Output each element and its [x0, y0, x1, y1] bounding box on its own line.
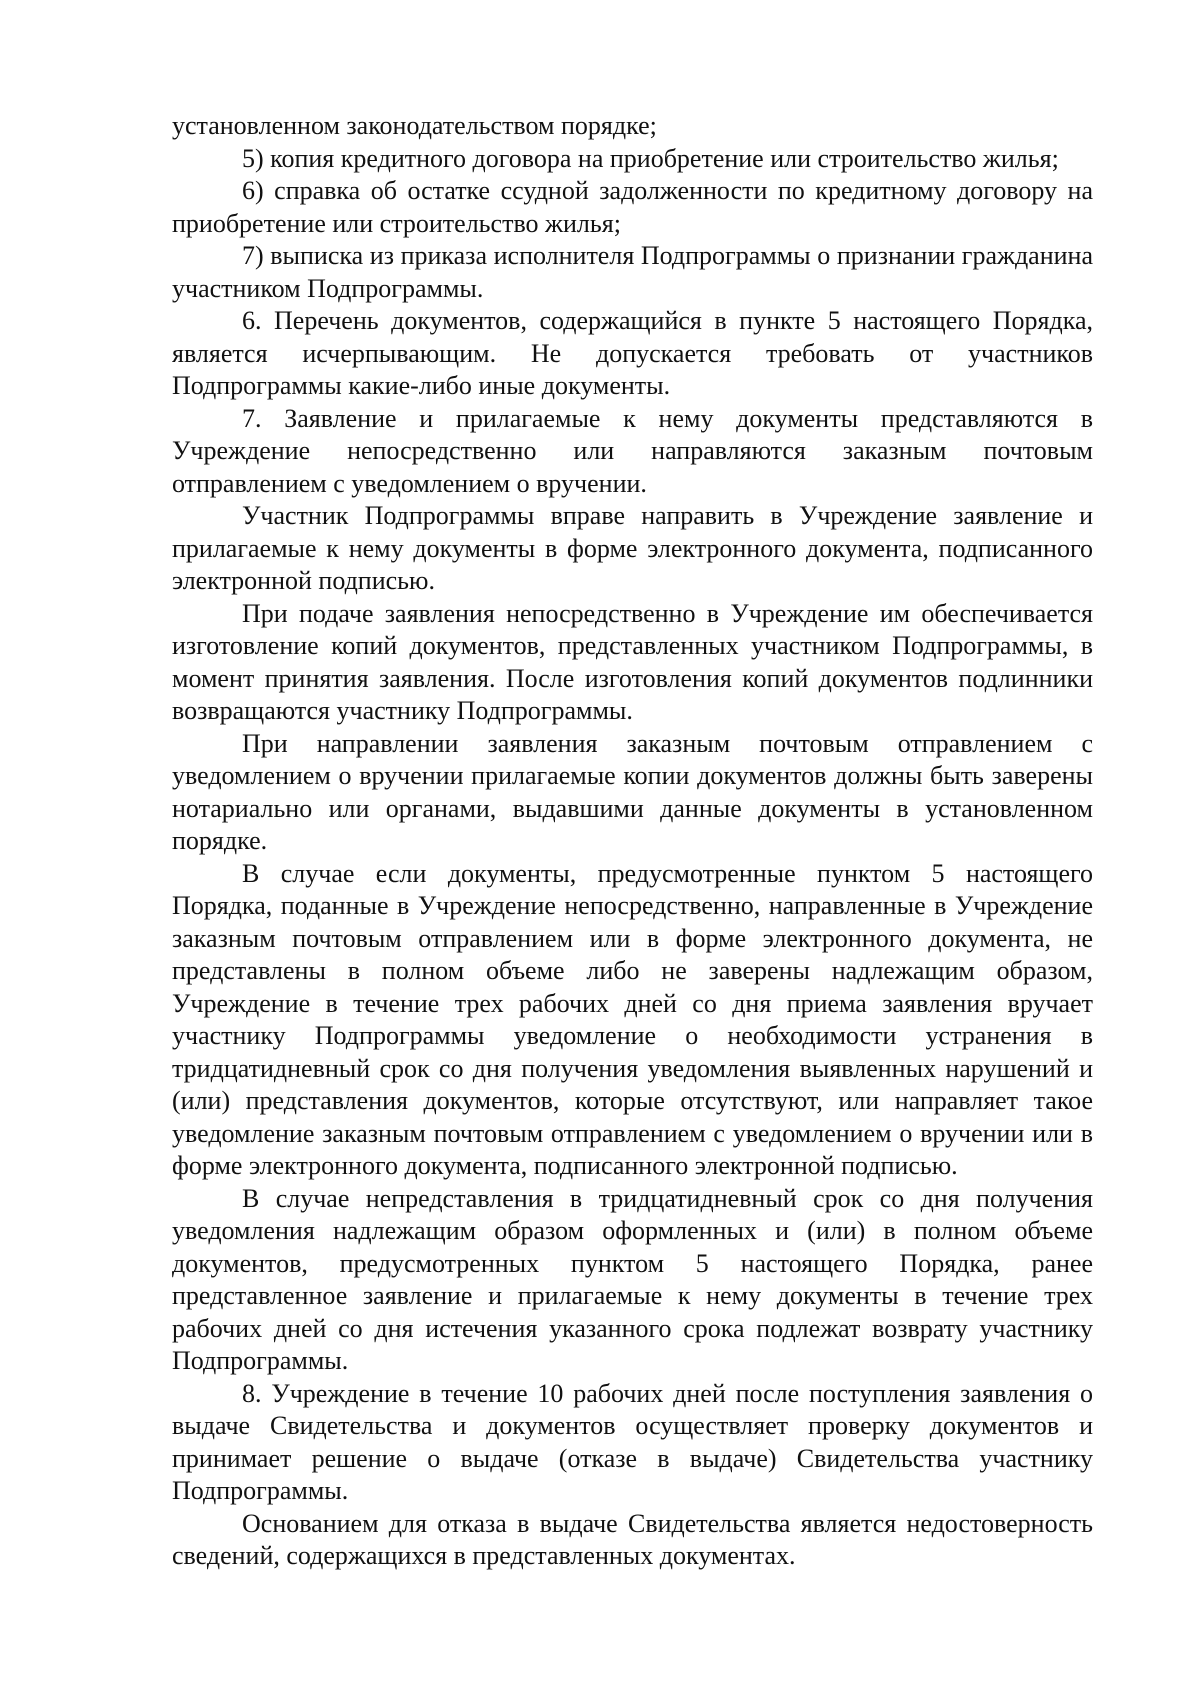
paragraph-section-7: 7. Заявление и прилагаемые к нему документы представляются в Учреждение непосредственно или направляются заказным почтовым отправлением с уведомлением о вручении. [172, 403, 1093, 498]
paragraph-postal-submission: При направлении заявления заказным почтовым отправлением с уведомлением о вручении прилагаемые копии документов должны быть заверены нотариально или органами, выдавшими данные документы в установленном порядке. [172, 728, 1093, 855]
paragraph-item-7: 7) выписка из приказа исполнителя Подпрограммы о признании гражданина участником Подпрограммы. [172, 241, 1093, 303]
paragraph-non-submission: В случае непредставления в тридцатидневный срок со дня получения уведомления надлежащим образом оформленных и (или) в полном объеме документов, предусмотренных пунктом 5 настоящего Порядка, ранее представленное заявление и прилагаемые к нему документы в течение трех рабочих дней со дня истечения указанного срока подлежат возврату участнику Подпрограммы. [172, 1183, 1093, 1375]
paragraph-electronic-submission: Участник Подпрограммы вправе направить в Учреждение заявление и прилагаемые к нему документы в форме электронного документа, подписанного электронной подписью. [172, 501, 1093, 595]
paragraph-section-6: 6. Перечень документов, содержащийся в пункте 5 настоящего Порядка, является исчерпывающим. Не допускается требовать от участников Подпрограммы какие-либо иные документы. [172, 306, 1093, 400]
paragraph-item-6: 6) справка об остатке ссудной задолженности по кредитному договору на приобретение или строительство жилья; [172, 176, 1093, 238]
paragraph-refusal-grounds: Основанием для отказа в выдаче Свидетельства является недостоверность сведений, содержащихся в представленных документах. [172, 1508, 1093, 1570]
paragraph-item-5: 5) копия кредитного договора на приобретение или строительство жилья; [242, 143, 1059, 173]
paragraph-incomplete-documents: В случае если документы, предусмотренные пунктом 5 настоящего Порядка, поданные в Учреждение непосредственно, направленные в Учреждение заказным почтовым отправлением или в форме электронного документа, не представлены в полном объеме либо не заверены надлежащим образом, Учреждение в течение трех рабочих дней со дня приема заявления вручает участнику Подпрограммы уведомление о необходимости устранения в тридцатидневный срок со дня получения уведомления выявленных нарушений и (или) представления документов, которые отсутствуют, или направляет такое уведомление заказным почтовым отправлением с уведомлением о вручении или в форме электронного документа, подписанного электронной подписью. [172, 858, 1093, 1180]
paragraph-section-8: 8. Учреждение в течение 10 рабочих дней после поступления заявления о выдаче Свидетельства и документов осуществляет проверку документов и принимает решение о выдаче (отказе в выдаче) Свидетельства участнику Подпрограммы. [172, 1378, 1093, 1505]
paragraph-direct-submission: При подаче заявления непосредственно в Учреждение им обеспечивается изготовление копий документов, представленных участником Подпрограммы, в момент принятия заявления. После изготовления копий документов подлинники возвращаются участнику Подпрограммы. [172, 598, 1093, 725]
paragraph-continuation: установленном законодательством порядке; [172, 111, 657, 140]
